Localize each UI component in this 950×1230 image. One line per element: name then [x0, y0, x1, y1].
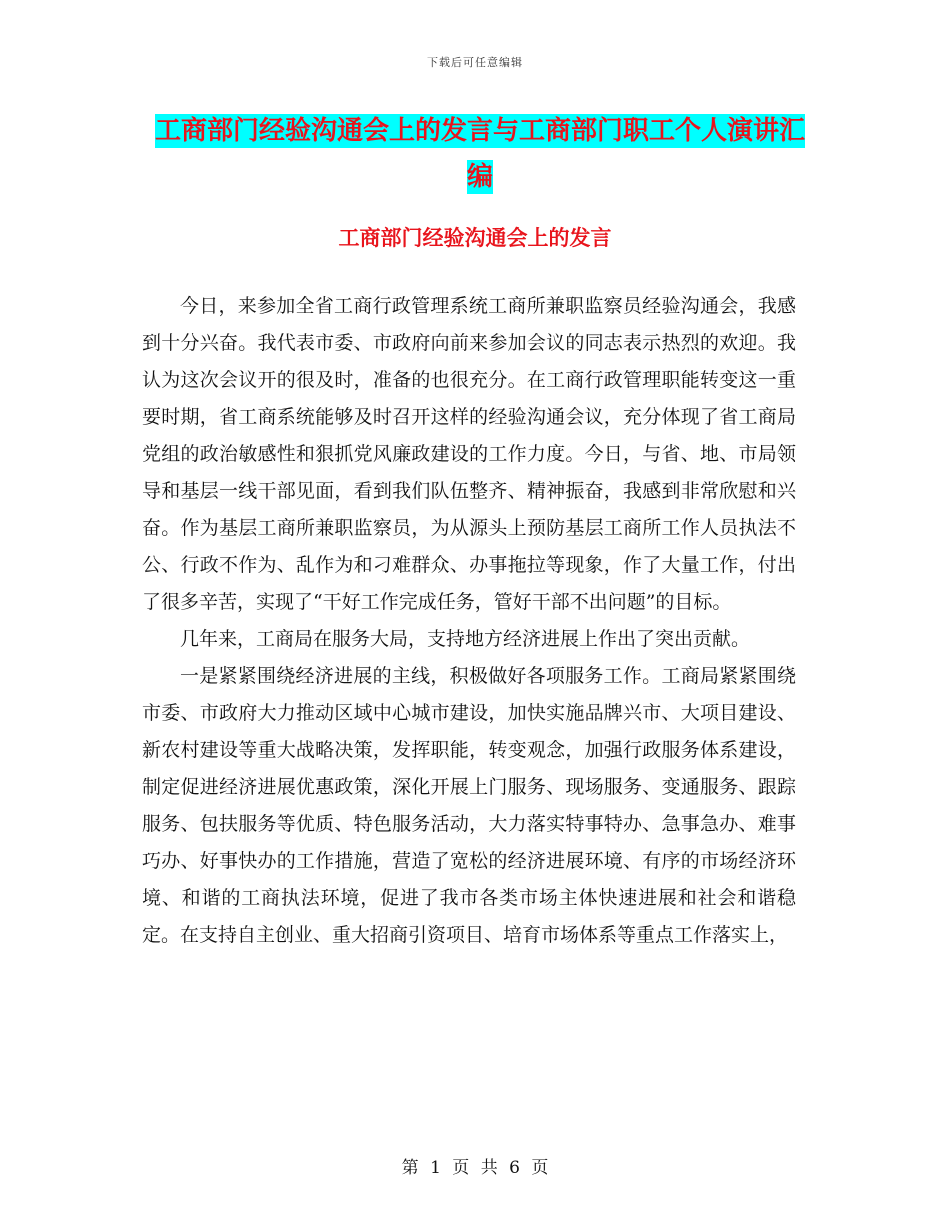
document-body [142, 288, 796, 954]
header-note: 下载后可任意编辑 [427, 56, 523, 69]
document-title [150, 108, 810, 200]
paragraph: 一是紧紧围绕经济进展的主线，积极做好各项服务工作。工商局紧紧围绕市委、市政府大力推动区域中心城市建设，加快实施品牌兴市、大项目建设、新农村建设等重大战略决策，发挥职能，转变观念，加强行政服务体系建设，制定促进经济进展优惠政策，深化开展上门服务、现场服务、变通服务、跟踪服务、包扶服务等优质、特色服务活动，大力落实特事特办、急事急办、难事巧办、好事快办的工作措施，营造了宽松的经济进展环境、有序的市场经济环境、和谐的工商执法环境，促进了我市各类市场主体快速进展和社会和谐稳定。在支持自主创业、重大招商引资项目、培育市场体系等重点工作落实上， [142, 665, 796, 946]
page-footer: 第 1 页 共 6 页 [401, 1158, 549, 1178]
document-title-text: 工商部门经验沟通会上的发言与工商部门职工个人演讲汇编 [154, 116, 805, 192]
paragraph: 几年来，工商局在服务大局，支持地方经济进展上作出了突出贡献。 [180, 628, 751, 650]
section-title: 工商部门经验沟通会上的发言 [338, 225, 612, 250]
paragraph: 今日，来参加全省工商行政管理系统工商所兼职监察员经验沟通会，我感到十分兴奋。我代表市委、市政府向前来参加会议的同志表示热烈的欢迎。我认为这次会议开的很及时，准备的也很充分。在工商行政管理职能转变这一重要时期，省工商系统能够及时召开这样的经验沟通会议，充分体现了省工商局党组的政治敏感性和狠抓党风廉政建设的工作力度。今日，与省、地、市局领导和基层一线干部见面，看到我们队伍整齐、精神振奋，我感到非常欣慰和兴奋。作为基层工商所兼职监察员，为从源头上预防基层工商所工作人员执法不公、行政不作为、乱作为和刁难群众、办事拖拉等现象，作了大量工作，付出了很多辛苦，实现了“干好工作完成任务，管好干部不出问题”的目标。 [142, 295, 796, 613]
